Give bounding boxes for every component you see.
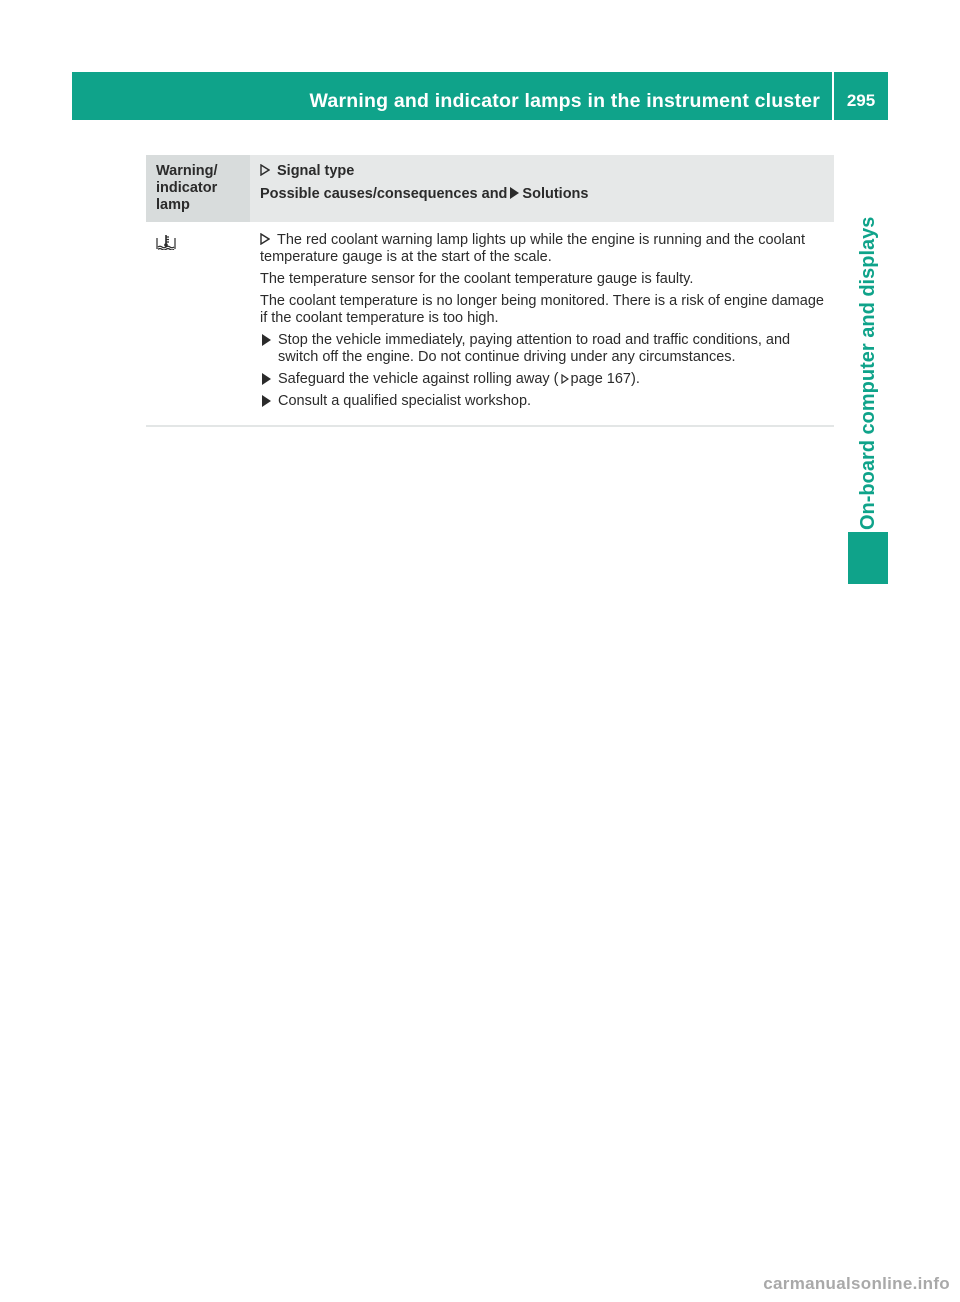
causes-label: Possible causes/consequences and: [260, 186, 508, 202]
coolant-temperature-icon: [156, 234, 176, 250]
solution-arrow-icon: [510, 187, 519, 199]
description-column-header: [250, 155, 834, 222]
signal-text: The red coolant warning lamp lights up while the engine is running and the coolant temperature gauge is at the start of the scale.: [260, 232, 805, 265]
step-text-after: ).: [630, 371, 640, 387]
chapter-title: On-board computer and displays: [857, 216, 879, 530]
causes-solutions-header: [260, 186, 824, 203]
signal-type-label: Signal type: [277, 163, 355, 179]
solutions-label: Solutions: [522, 186, 589, 202]
signal-type-header: [260, 163, 824, 180]
page-reference-link[interactable]: page 167: [570, 371, 631, 387]
chapter-side-tab: [848, 122, 888, 530]
lamp-column-header: [146, 155, 250, 222]
signal-triangle-icon: [260, 233, 270, 245]
cause-text: The temperature sensor for the coolant temperature gauge is faulty.: [260, 271, 694, 287]
lamp-header-line: lamp: [156, 197, 190, 213]
signal-description: [260, 232, 824, 266]
step-text: Consult a qualified specialist workshop.: [278, 393, 532, 409]
lamp-cell: [146, 222, 250, 426]
page-number: 295: [846, 91, 876, 110]
solution-step: [260, 332, 824, 366]
solution-step: [260, 393, 824, 410]
section-title: Warning and indicator lamps in the instrument cluster: [309, 90, 820, 112]
lamp-header-line: indicator: [156, 180, 218, 196]
consequence-text: The coolant temperature is no longer being monitored. There is a risk of engine damage if the coolant temperature is too high.: [260, 293, 824, 326]
lamp-header-line: Warning/: [156, 163, 218, 179]
warning-lamp-table: [146, 155, 834, 427]
page-header: [72, 72, 888, 120]
solution-arrow-icon: [262, 373, 271, 385]
table-row: [146, 222, 834, 426]
signal-triangle-icon: [260, 164, 270, 176]
watermark: carmanualsonline.info: [763, 1274, 950, 1293]
page-reference-triangle-icon: [561, 374, 569, 384]
step-text: Stop the vehicle immediately, paying attention to road and traffic conditions, and switch off the engine. Do not continue driving under any circumstances.: [278, 332, 791, 365]
description-cell: [250, 222, 834, 426]
solution-arrow-icon: [262, 334, 271, 346]
step-text-before: Safeguard the vehicle against rolling away (: [278, 371, 559, 387]
solution-step: [260, 371, 824, 388]
chapter-marker-block: [848, 532, 888, 584]
table-header-row: [146, 155, 834, 222]
solution-arrow-icon: [262, 395, 271, 407]
